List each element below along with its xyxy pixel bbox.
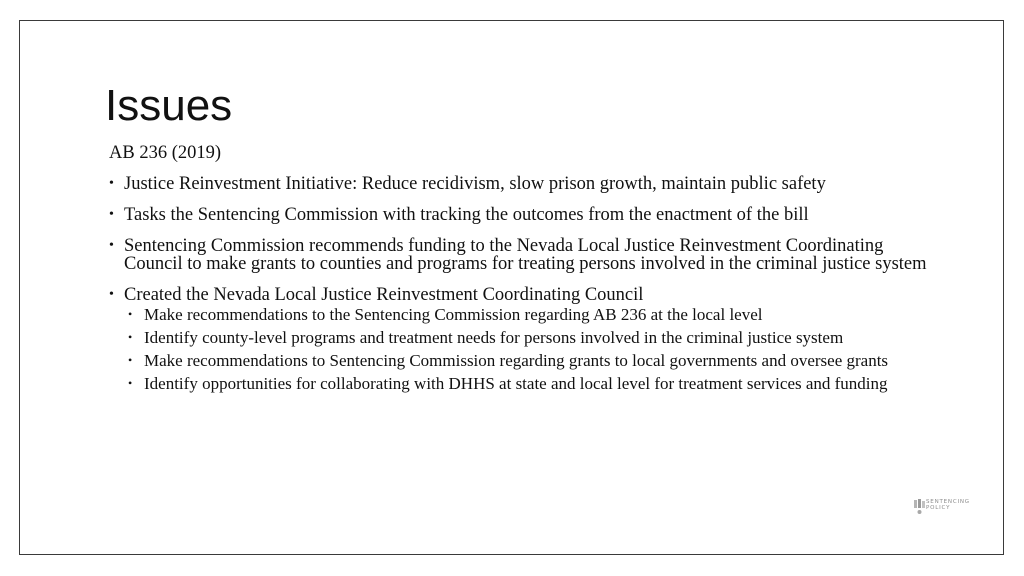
- sub-bullet-list: [124, 306, 929, 392]
- bullet-icon: •: [109, 176, 114, 191]
- sub-bullet-icon: •: [128, 330, 133, 344]
- bullet-item: [109, 237, 929, 273]
- bullet-item: [109, 286, 929, 392]
- logo-line-2: POLICY: [926, 505, 951, 511]
- sub-bullet-icon: •: [128, 353, 133, 367]
- logo-line-1: SENTENCING: [926, 499, 970, 505]
- slide-title: Issues: [105, 81, 233, 130]
- logo-mark-icon: [914, 499, 925, 515]
- subheading: AB 236 (2019): [109, 143, 222, 163]
- sub-bullet-item: [109, 329, 929, 346]
- bullet-item: [109, 175, 929, 193]
- bullet-text: Created the Nevada Local Justice Reinvestment Coordinating Council: [124, 285, 644, 305]
- sentencing-policy-logo: [914, 497, 974, 519]
- sub-bullet-text: Make recommendations to the Sentencing Commission regarding AB 236 at the local level: [144, 305, 763, 324]
- bullet-icon: •: [109, 287, 114, 302]
- slide-content: [109, 143, 929, 405]
- logo-text: [926, 499, 970, 511]
- sub-bullet-item: [109, 352, 929, 369]
- sub-bullet-icon: •: [128, 307, 133, 321]
- sub-bullet-icon: •: [128, 376, 133, 390]
- sub-bullet-text: Identify opportunities for collaborating with DHHS at state and local level for treatment services and funding: [144, 374, 888, 393]
- bullet-item: [109, 206, 929, 224]
- sub-bullet-item: [109, 375, 929, 392]
- sub-bullet-text: Make recommendations to Sentencing Commission regarding grants to local governments and oversee grants: [144, 351, 889, 370]
- bullet-text: Tasks the Sentencing Commission with tracking the outcomes from the enactment of the bill: [124, 205, 809, 225]
- sub-bullet-text: Identify county-level programs and treatment needs for persons involved in the criminal justice system: [144, 328, 844, 347]
- bullet-icon: •: [109, 238, 114, 253]
- bullet-text: Sentencing Commission recommends funding to the Nevada Local Justice Reinvestment Coordinating Council to make grants to counties and programs for treating persons involved in the criminal justice system: [124, 236, 927, 274]
- bullet-text: Justice Reinvestment Initiative: Reduce recidivism, slow prison growth, maintain public safety: [124, 174, 826, 194]
- bullet-icon: •: [109, 207, 114, 222]
- sub-bullet-item: [109, 306, 929, 323]
- bullet-list: [109, 175, 929, 392]
